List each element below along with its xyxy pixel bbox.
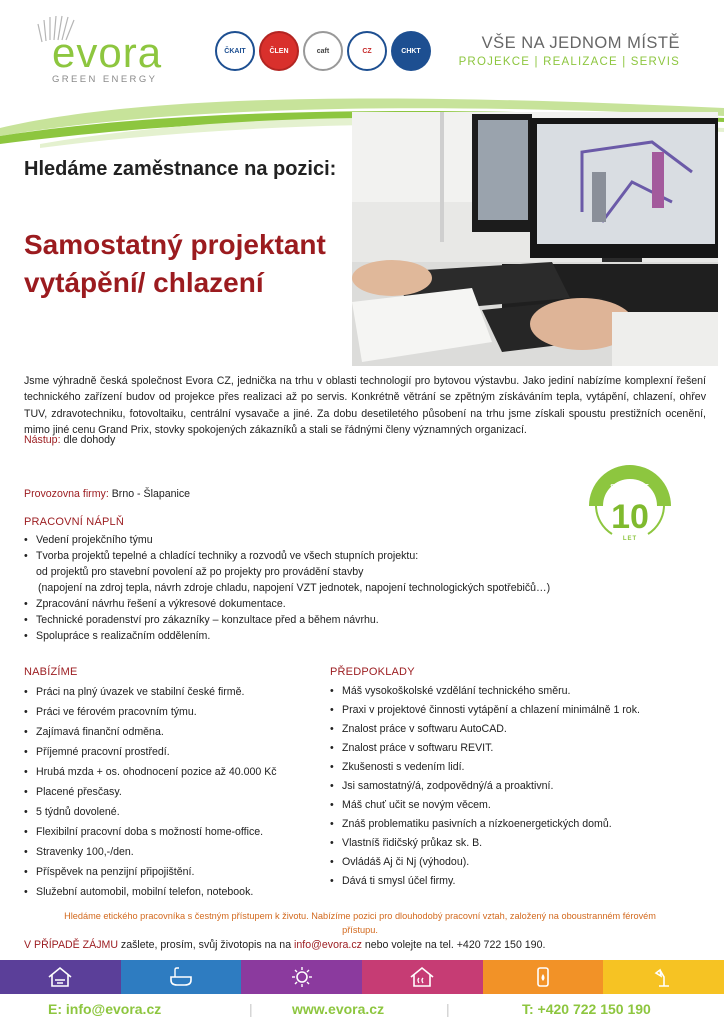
caft-label: caft bbox=[316, 47, 330, 55]
list-item: • Zkušenosti s vedením lidí. bbox=[330, 758, 710, 777]
start-value: dle dohody bbox=[63, 434, 116, 446]
location-value: Brno - Šlapanice bbox=[111, 488, 191, 500]
list-item: • Máš chuť učit se novým věcem. bbox=[330, 796, 710, 815]
company-intro: Jsme výhradně česká společnost Evora CZ, jednička na trhu v oblasti technologií pro bytovou výstavbu. Jako jediní nabízíme komplexní řešení technického zařízení budov od projekce přes realizaci až po servis. Konkrétně větrání se zpětným získáváním tepla, vytápění, chlazení, ohřev TUV, zdravotechniku, fotovoltaiku, centrální vysavače a jiné. Za dobu desetiletého působení na trhu jsme získali spoustu prestižních ocenění, mimo jiné cenu Grand Prix, stovky spokojených zákazníků a stali se řádnými členy významných organizací. bbox=[24, 375, 706, 436]
badge-number: 10 bbox=[611, 498, 649, 536]
contact-text-phone: nebo volejte na tel. +420 722 150 190. bbox=[361, 939, 546, 951]
service-icon-strip bbox=[0, 960, 724, 994]
logo-name: evora bbox=[52, 29, 163, 76]
start-label: Nástup: bbox=[24, 434, 61, 446]
duties-list bbox=[24, 532, 684, 644]
lamp-icon bbox=[650, 965, 678, 989]
contact-line bbox=[24, 939, 545, 951]
requirements-heading: PŘEDPOKLADY bbox=[330, 666, 415, 678]
list-item: • Příspěvek na penzijní připojištění. bbox=[24, 862, 324, 882]
tagline-main: VŠE NA JEDNOM MÍSTĚ bbox=[481, 34, 680, 52]
list-item: • Tvorba projektů tepelné a chladící techniky a rozvodů ve všech stupních projektu: bbox=[24, 548, 684, 564]
footer-phone[interactable]: T: +420 722 150 190 bbox=[522, 1001, 651, 1017]
caft-logo bbox=[303, 31, 343, 71]
list-item: • Ovládáš Aj či Nj (výhodou). bbox=[330, 853, 710, 872]
association-label: CZ bbox=[362, 47, 372, 55]
workstation-illustration bbox=[352, 112, 718, 366]
location-label: Provozovna firmy: bbox=[24, 488, 109, 500]
association-logo bbox=[347, 31, 387, 71]
logo-subtitle: GREEN ENERGY bbox=[52, 74, 158, 85]
list-item: • Služební automobil, mobilní telefon, notebook. bbox=[24, 882, 324, 902]
ethics-note: Hledáme etického pracovníka s čestným přístupem k životu. Nabízíme pozici pro dlouhodobý pracovní vztah, založený na oboustranném férovém přístupu. bbox=[64, 911, 656, 935]
list-item: • Příjemné pracovní prostředí. bbox=[24, 742, 324, 762]
duties-heading: PRACOVNÍ NÁPLŇ bbox=[24, 516, 124, 528]
list-item: • Práci ve férovém pracovním týmu. bbox=[24, 702, 324, 722]
lead-heading: Hledáme zaměstnance na pozici: bbox=[24, 158, 337, 180]
sun-energy-icon bbox=[288, 965, 316, 989]
list-item: • Praxi v projektové činnosti vytápění a chlazení minimálně 1 rok. bbox=[330, 701, 710, 720]
requirements-list bbox=[330, 682, 710, 891]
tagline-services: PROJEKCE | REALIZACE | SERVIS bbox=[458, 56, 680, 68]
list-item: • Máš vysokoškolské vzdělání technického směru. bbox=[330, 682, 710, 701]
ckait-label: ČKAIT bbox=[224, 47, 246, 55]
chkt-label: CHKT bbox=[401, 47, 421, 55]
contact-email-link[interactable]: info@evora.cz bbox=[294, 939, 362, 951]
offer-heading: NABÍZÍME bbox=[24, 666, 78, 678]
list-item: • Hrubá mzda + os. ohodnocení pozice až 40.000 Kč bbox=[24, 762, 324, 782]
list-item: • Zpracování návrhu řešení a výkresové dokumentace. bbox=[24, 596, 684, 612]
tagline bbox=[459, 34, 680, 68]
member-label: ČLEN bbox=[269, 47, 289, 55]
service-boiler bbox=[483, 960, 604, 994]
office-photo bbox=[352, 112, 718, 366]
start-date bbox=[24, 434, 115, 446]
evora-logo bbox=[34, 14, 194, 84]
list-item: • 5 týdnů dovolené. bbox=[24, 802, 324, 822]
footer-website[interactable]: www.evora.cz bbox=[292, 1001, 385, 1017]
list-item: • Spolupráce s realizačním oddělením. bbox=[24, 628, 684, 644]
list-item: • Flexibilní pracovní doba s možností home-office. bbox=[24, 822, 324, 842]
contact-text: zašlete, prosím, svůj životopis na na bbox=[117, 939, 295, 951]
list-item: • Vlastníš řidičský průkaz sk. B. bbox=[330, 834, 710, 853]
list-item-subline: od projektů pro stavební povolení až po projekty pro provádění stavby bbox=[36, 566, 364, 578]
house-heating-icon bbox=[408, 965, 436, 989]
list-item-subline: (napojení na zdroj tepla, návrh zdroje chladu, napojení VZT jednotek, napojení technologických spotřebičů…) bbox=[38, 582, 551, 594]
footer-separator: | bbox=[249, 1001, 253, 1017]
list-item: • Stravenky 100,-/den. bbox=[24, 842, 324, 862]
boiler-icon bbox=[529, 965, 557, 989]
service-plumbing bbox=[121, 960, 242, 994]
footer-email[interactable]: E: info@evora.cz bbox=[48, 1001, 162, 1017]
location bbox=[24, 488, 190, 500]
list-item: • Dává ti smysl účel firmy. bbox=[330, 872, 710, 891]
service-lighting bbox=[603, 960, 724, 994]
list-item: • Zajímavá finanční odměna. bbox=[24, 722, 324, 742]
footer-separator: | bbox=[446, 1001, 450, 1017]
list-item: • Placené přesčasy. bbox=[24, 782, 324, 802]
service-ventilation bbox=[0, 960, 121, 994]
member-logo bbox=[259, 31, 299, 71]
list-item: • Práci na plný úvazek ve stabilní české firmě. bbox=[24, 682, 324, 702]
offer-list bbox=[24, 682, 324, 902]
list-item: • Vedení projekčního týmu bbox=[24, 532, 684, 548]
house-ventilation-icon bbox=[46, 965, 74, 989]
service-heating bbox=[362, 960, 483, 994]
list-item: • Znalost práce v softwaru AutoCAD. bbox=[330, 720, 710, 739]
badge-bottom-text: LET bbox=[622, 536, 638, 542]
list-item: • Technické poradenství pro zákazníky – konzultace před a během návrhu. bbox=[24, 612, 684, 628]
badge-top-text: SLAVÍME bbox=[610, 482, 650, 491]
service-solar bbox=[241, 960, 362, 994]
list-item: • Znalost práce v softwaru REVIT. bbox=[330, 739, 710, 758]
ckait-logo bbox=[215, 31, 255, 71]
chkt-logo bbox=[391, 31, 431, 71]
job-title: Samostatný projektant vytápění/ chlazení bbox=[24, 229, 326, 298]
footer bbox=[0, 996, 724, 1024]
bathtub-icon bbox=[167, 965, 195, 989]
contact-label: V PŘÍPADĚ ZÁJMU bbox=[24, 939, 118, 951]
list-item: • Jsi samostatný/á, zodpovědný/á a proaktivní. bbox=[330, 777, 710, 796]
list-item: • Znáš problematiku pasivních a nízkoenergetických domů. bbox=[330, 815, 710, 834]
